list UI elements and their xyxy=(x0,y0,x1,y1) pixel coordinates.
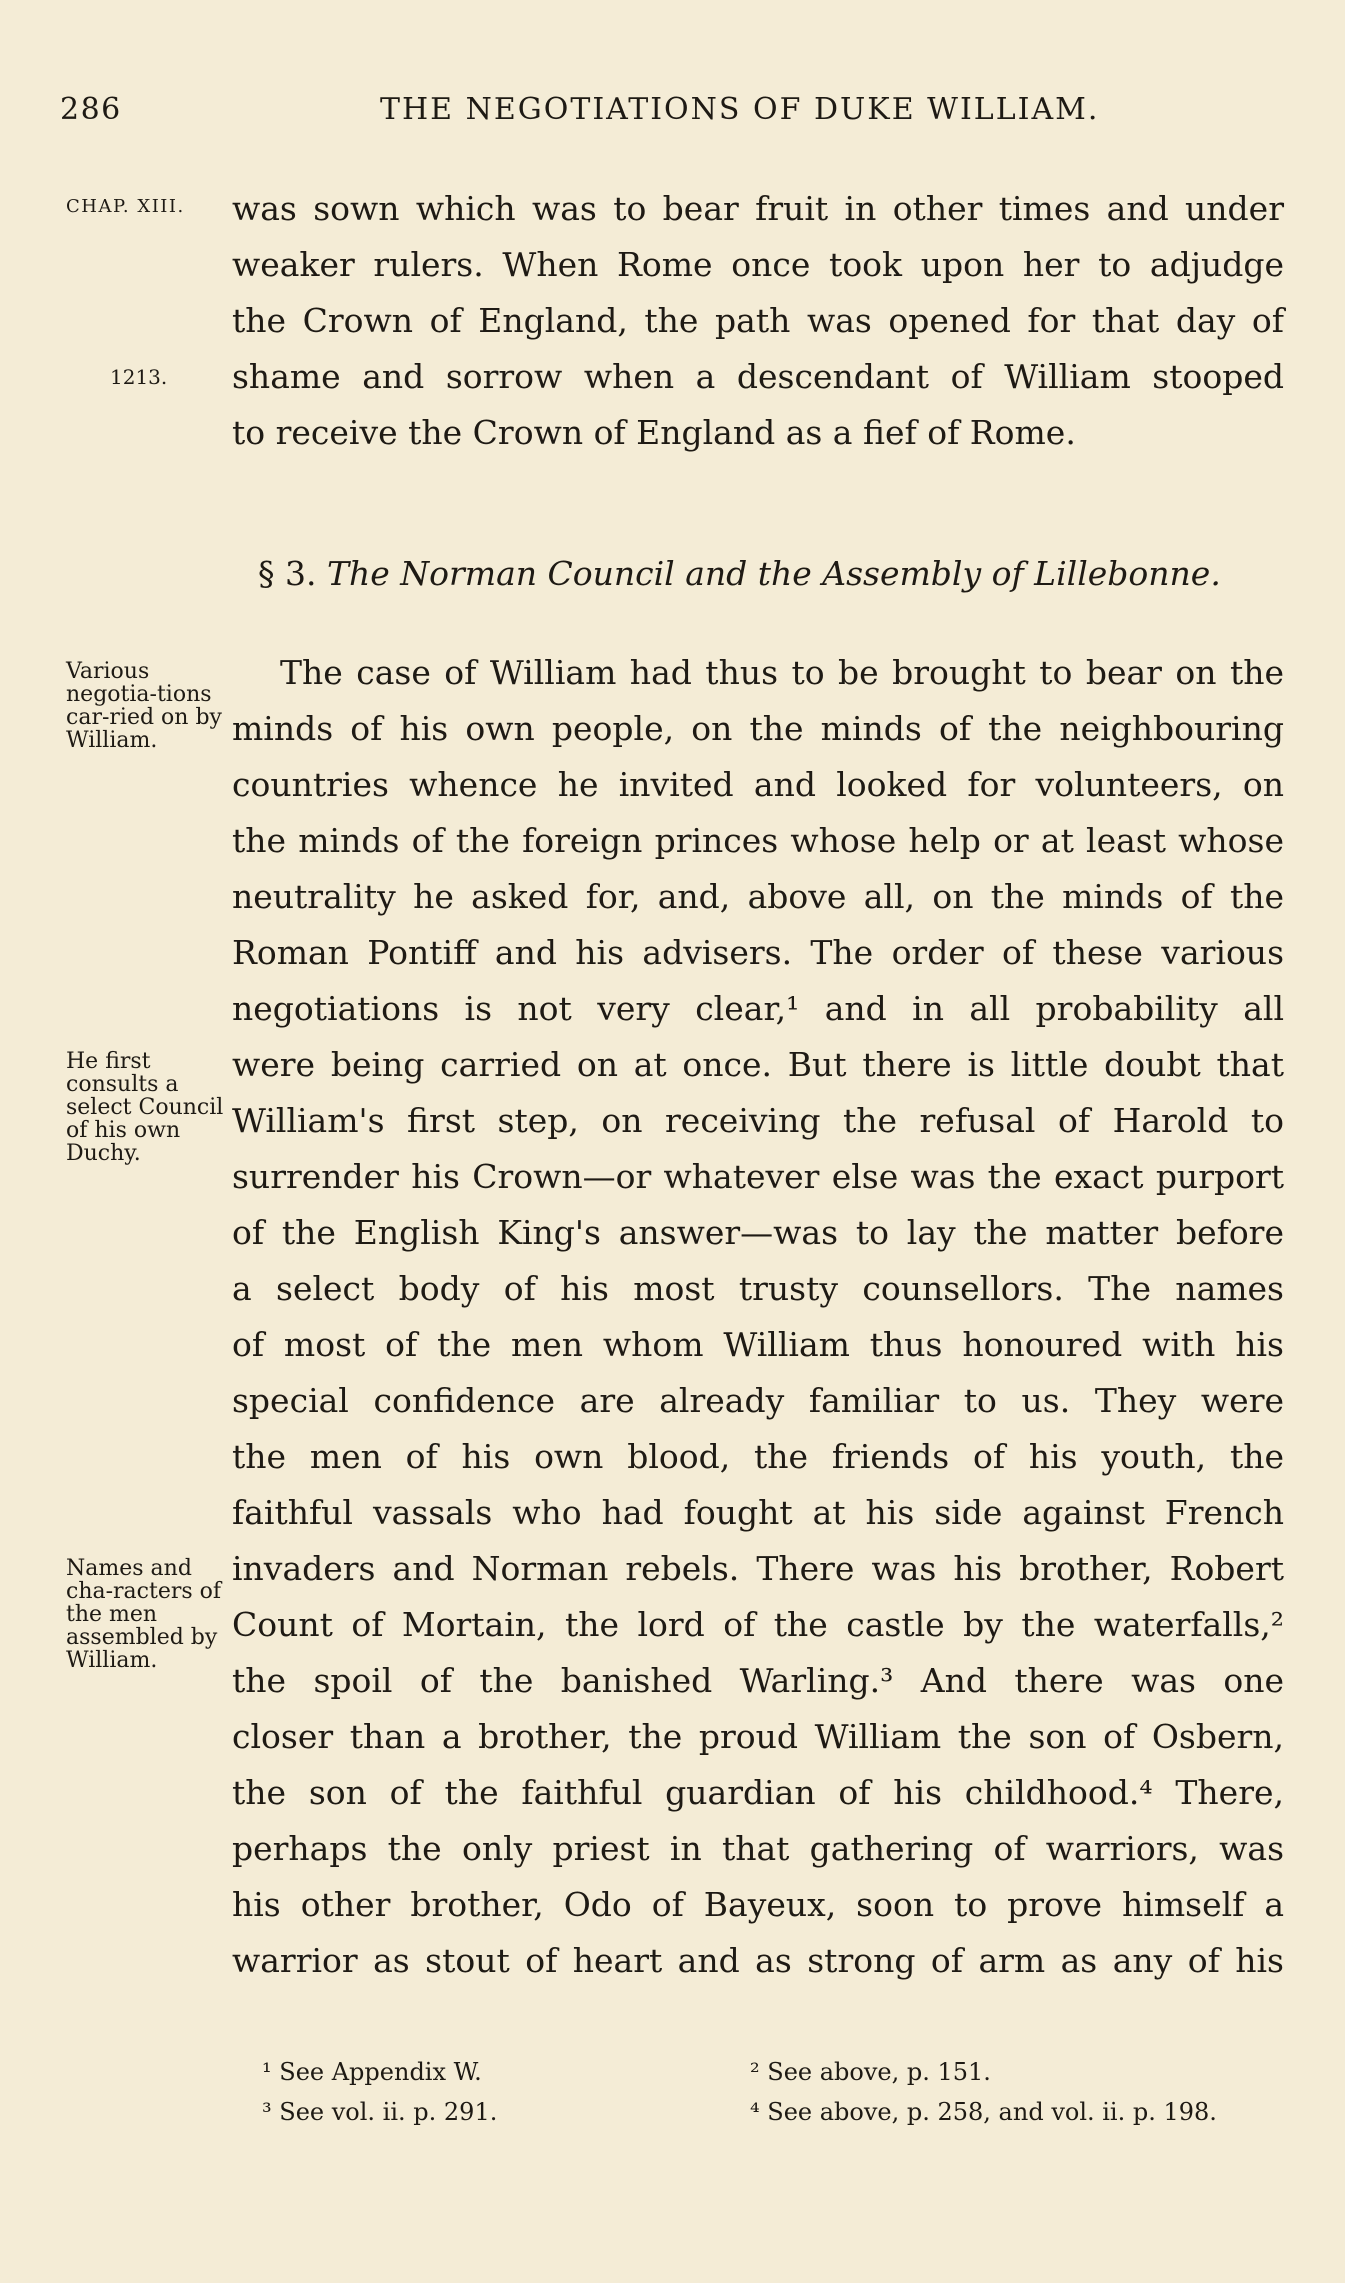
text-line: special confidence are already familiar to us. They were xyxy=(232,1381,1284,1420)
text-line: William's first step, on receiving the refusal of Harold to xyxy=(232,1101,1284,1140)
footnote: ² See above, p. 151. xyxy=(750,2058,991,2086)
text-line: the men of his own blood, the friends of his youth, the xyxy=(232,1437,1284,1476)
text-line: countries whence he invited and looked for volunteers, on xyxy=(232,765,1284,804)
margin-note: Names and cha-racters of the men assembled by William. xyxy=(66,1556,222,1673)
text-line: the minds of the foreign princes whose help or at least whose xyxy=(232,821,1284,860)
text-line: the spoil of the banished Warling.³ And there was one xyxy=(232,1661,1284,1700)
text-line: a select body of his most trusty counsellors. The names xyxy=(232,1269,1284,1308)
section-title: The Norman Council and the Assembly of Lillebonne. xyxy=(326,554,1221,593)
text-line: were being carried on at once. But there is little doubt that xyxy=(232,1045,1284,1084)
margin-note: Various negotia-tions car-ried on by William. xyxy=(66,659,222,753)
text-line: negotiations is not very clear,¹ and in all probability all xyxy=(232,989,1284,1028)
text-line: shame and sorrow when a descendant of William stooped xyxy=(232,357,1284,396)
footnote: ⁴ See above, p. 258, and vol. ii. p. 198. xyxy=(750,2098,1217,2126)
text-line: neutrality he asked for, and, above all, on the minds of the xyxy=(232,877,1284,916)
text-line: The case of William had thus to be brought to bear on the xyxy=(280,653,1284,692)
footnote: ³ See vol. ii. p. 291. xyxy=(262,2098,498,2126)
text-line: invaders and Norman rebels. There was his brother, Robert xyxy=(232,1549,1284,1588)
text-line: Roman Pontiff and his advisers. The order of these various xyxy=(232,933,1284,972)
section-heading xyxy=(258,554,1221,593)
text-line: minds of his own people, on the minds of the neighbouring xyxy=(232,709,1284,748)
text-line: to receive the Crown of England as a fief of Rome. xyxy=(232,413,1076,452)
text-line: of most of the men whom William thus honoured with his xyxy=(232,1325,1284,1364)
text-line: faithful vassals who had fought at his side against French xyxy=(232,1493,1284,1532)
text-line: closer than a brother, the proud William the son of Osbern, xyxy=(232,1717,1284,1756)
footnote: ¹ See Appendix W. xyxy=(262,2058,482,2086)
text-line: was sown which was to bear fruit in other times and under xyxy=(232,189,1284,228)
chapter-marker: CHAP. XIII. xyxy=(66,196,185,217)
year-marker: 1213. xyxy=(110,365,168,389)
text-line: perhaps the only priest in that gathering of warriors, was xyxy=(232,1829,1284,1868)
text-line: weaker rulers. When Rome once took upon her to adjudge xyxy=(232,245,1284,284)
text-line: warrior as stout of heart and as strong of arm as any of his xyxy=(232,1941,1284,1980)
page-header xyxy=(60,92,1285,142)
text-line: of the English King's answer—was to lay the matter before xyxy=(232,1213,1284,1252)
text-line: the Crown of England, the path was opened for that day of xyxy=(232,301,1284,340)
text-line: Count of Mortain, the lord of the castle by the waterfalls,² xyxy=(232,1605,1284,1644)
text-line: his other brother, Odo of Bayeux, soon to prove himself a xyxy=(232,1885,1284,1924)
margin-note: He first consults a select Council of his own Duchy. xyxy=(66,1049,224,1166)
text-line: surrender his Crown—or whatever else was the exact purport xyxy=(232,1157,1284,1196)
text-line: the son of the faithful guardian of his childhood.⁴ There, xyxy=(232,1773,1284,1812)
running-title: THE NEGOTIATIONS OF DUKE WILLIAM. xyxy=(380,92,1100,127)
page-number: 286 xyxy=(60,92,122,127)
section-number: § 3. xyxy=(258,554,317,593)
